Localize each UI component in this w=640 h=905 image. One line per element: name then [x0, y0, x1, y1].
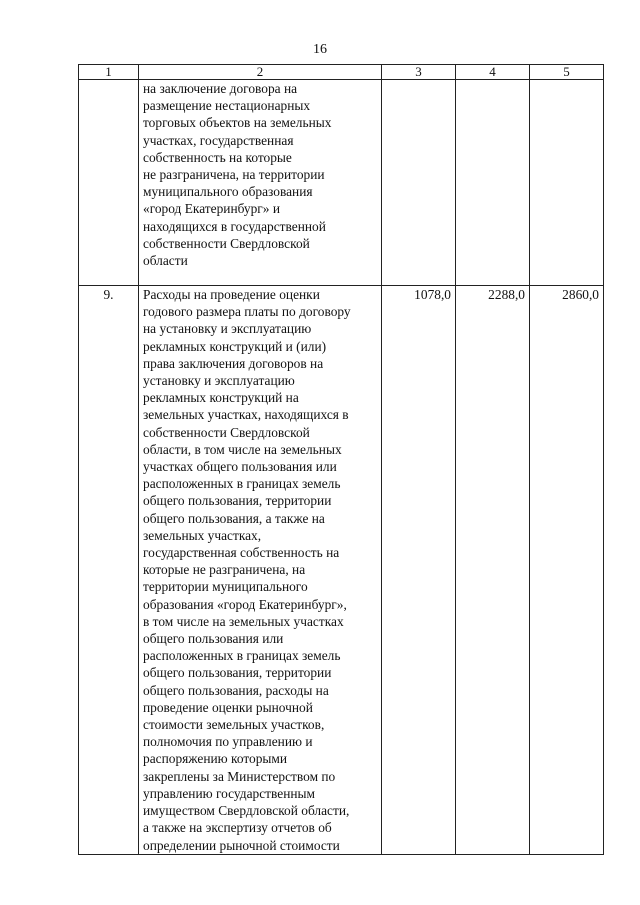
page-number: 16: [313, 42, 327, 57]
description-line: установку и эксплуатацию: [143, 373, 295, 389]
description-line: собственности Свердловской: [143, 424, 310, 440]
description-line: закреплены за Министерством по: [143, 768, 336, 784]
row-value-col-4: 2288,0: [456, 286, 530, 855]
description-line: земельных участках,: [143, 527, 262, 543]
description-line: образования «город Екатеринбург»,: [143, 596, 347, 612]
row-value-col-5: [530, 80, 604, 286]
description-line: годового размера платы по договору: [143, 304, 351, 320]
description-line: имуществом Свердловской области,: [143, 803, 350, 819]
row-description: [139, 80, 382, 286]
description-line: расположенных в границах земель: [143, 476, 341, 492]
row-number: 9.: [79, 286, 139, 855]
description-line: торговых объектов на земельных: [143, 115, 332, 131]
table-row: [79, 286, 604, 855]
description-line: распоряжению которыми: [143, 751, 288, 767]
description-line: собственности Свердловской: [143, 235, 310, 251]
header-col-3: 3: [382, 65, 456, 80]
description-line: собственность на которые: [143, 149, 292, 165]
header-col-4: 4: [456, 65, 530, 80]
row-value-col-4: [456, 80, 530, 286]
description-line: на заключение договора на: [143, 81, 298, 96]
header-col-2: 2: [139, 65, 382, 80]
description-line: полномочия по управлению и: [143, 734, 313, 750]
header-col-5: 5: [530, 65, 604, 80]
description-line: находящихся в государственной: [143, 218, 326, 234]
description-line: земельных участках, находящихся в: [143, 407, 349, 423]
description-line: размещение нестационарных: [143, 98, 311, 114]
description-line: общего пользования, а также на: [143, 510, 325, 526]
row-value-col-3: 1078,0: [382, 286, 456, 855]
header-row: [79, 65, 604, 80]
description-line: а также на экспертизу отчетов об: [143, 820, 332, 836]
description-line: определении рыночной стоимости: [143, 837, 340, 853]
description-line: на установку и эксплуатацию: [143, 321, 312, 337]
description-line: общего пользования, территории: [143, 493, 332, 509]
description-line: территории муниципального: [143, 579, 308, 595]
description-line: рекламных конструкций на: [143, 390, 299, 406]
description-line: рекламных конструкций и (или): [143, 338, 327, 354]
row-value-col-3: [382, 80, 456, 286]
row-number: [79, 80, 139, 286]
description-line: общего пользования, расходы на: [143, 682, 329, 698]
description-line: не разграничена, на территории: [143, 167, 325, 183]
header-col-1: 1: [79, 65, 139, 80]
description-line: Расходы на проведение оценки: [143, 287, 320, 302]
description-line: в том числе на земельных участках: [143, 613, 344, 629]
description-line: области: [143, 253, 188, 269]
description-line: общего пользования, территории: [143, 665, 332, 681]
description-line: расположенных в границах земель: [143, 648, 341, 664]
table-row: [79, 80, 604, 286]
description-line: общего пользования или: [143, 631, 284, 647]
row-description: [139, 286, 382, 855]
description-line: области, в том числе на земельных: [143, 441, 342, 457]
description-line: муниципального образования: [143, 184, 313, 200]
description-line: участках общего пользования или: [143, 459, 337, 475]
description-line: которые не разграничена, на: [143, 562, 306, 578]
budget-table: [78, 64, 604, 855]
description-line: участках, государственная: [143, 132, 294, 148]
description-line: стоимости земельных участков,: [143, 717, 325, 733]
description-line: «город Екатеринбург» и: [143, 201, 281, 217]
description-line: управлению государственным: [143, 785, 315, 801]
description-line: права заключения договоров на: [143, 355, 324, 371]
row-value-col-5: 2860,0: [530, 286, 604, 855]
description-line: проведение оценки рыночной: [143, 699, 313, 715]
description-line: государственная собственность на: [143, 545, 340, 561]
